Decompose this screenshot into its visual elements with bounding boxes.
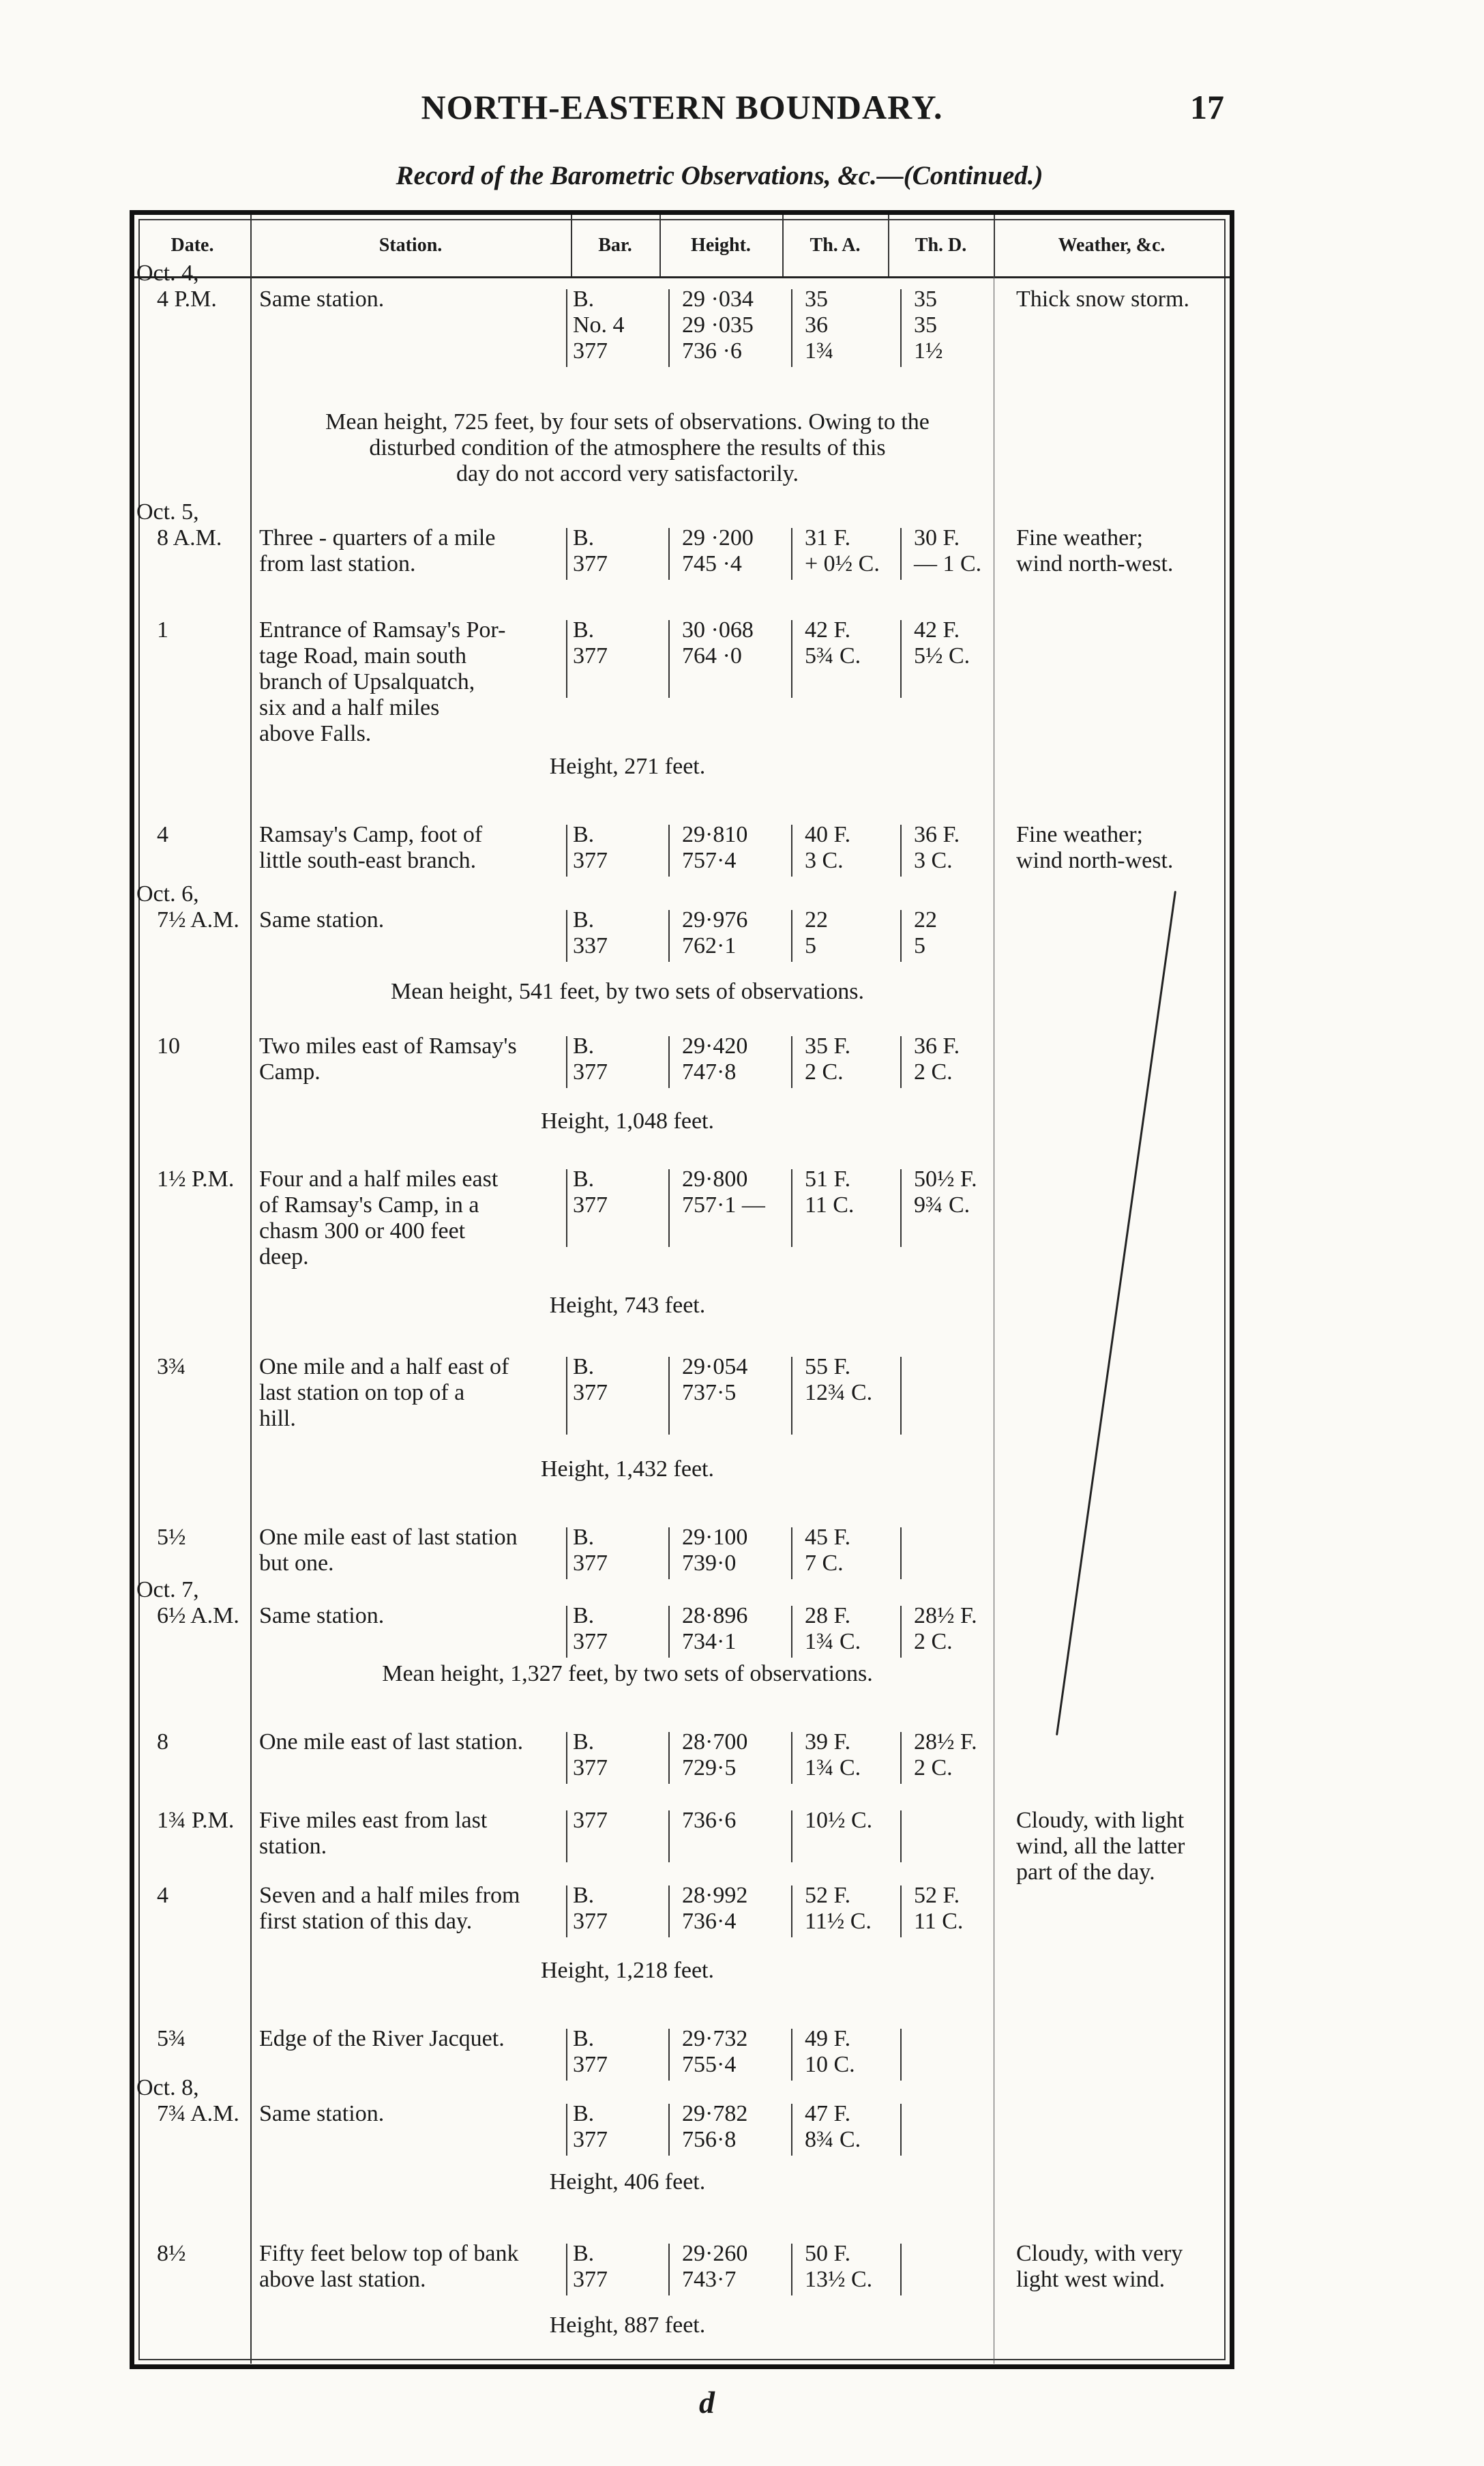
bar-cell: B. 377 — [573, 2241, 608, 2292]
column-header-th-d: Th. D. — [915, 235, 967, 256]
bar-cell: B. 377 — [573, 1729, 608, 1780]
station-cell: Four and a half miles east of Ramsay's Camp, in a chasm 300 or 400 feet deep. — [259, 1166, 499, 1269]
height-cell: 30 ·068 764 ·0 — [682, 617, 754, 669]
cell-rule — [668, 2104, 670, 2156]
cell-rule — [566, 1732, 567, 1784]
height-cell: 29·260 743·7 — [682, 2241, 748, 2292]
height-summary-note: Height, 887 feet. — [549, 2313, 706, 2338]
th-a-cell: 51 F. 11 C. — [805, 1166, 855, 1218]
column-header-bar: Bar. — [598, 235, 632, 256]
cell-rule — [668, 2029, 670, 2081]
cell-rule — [668, 825, 670, 877]
station-cell: Fifty feet below top of bank above last station. — [259, 2241, 519, 2292]
th-a-cell: 35 F. 2 C. — [805, 1033, 851, 1085]
cell-rule — [566, 1885, 567, 1937]
cell-rule — [668, 1885, 670, 1937]
cell-rule — [791, 2104, 792, 2156]
cell-rule — [566, 2104, 567, 2156]
height-cell: 736·6 — [682, 1808, 737, 1833]
column-divider — [888, 215, 889, 276]
station-cell: Same station. — [259, 907, 385, 933]
th-d-cell: 50½ F. 9¾ C. — [914, 1166, 977, 1218]
station-cell: One mile east of last station. — [259, 1729, 524, 1755]
column-header-th-a: Th. A. — [810, 235, 861, 256]
cell-rule — [668, 910, 670, 962]
cell-rule — [791, 825, 792, 877]
th-d-cell: 36 F. 3 C. — [914, 822, 960, 873]
cell-rule — [668, 1732, 670, 1784]
weather-cell: Cloudy, with very light west wind. — [1016, 2241, 1183, 2292]
time-cell: 7½ A.M. — [157, 907, 239, 933]
bar-cell: B. 377 — [573, 1525, 608, 1576]
cell-rule — [668, 620, 670, 698]
cell-rule — [791, 1357, 792, 1435]
th-d-cell: 22 5 — [914, 907, 937, 958]
cell-rule — [566, 1527, 567, 1579]
time-cell: 4 — [157, 1883, 168, 1908]
cell-rule — [791, 528, 792, 580]
height-summary-note: Mean height, 725 feet, by four sets of observations. Owing to the disturbed condition of the atmosphere the results of this day do not accord very satisfactorily. — [325, 409, 930, 486]
cell-rule — [566, 1606, 567, 1658]
cell-rule — [791, 1527, 792, 1579]
cell-rule — [668, 289, 670, 367]
height-cell: 28·896 734·1 — [682, 1603, 748, 1654]
cell-rule — [566, 910, 567, 962]
th-d-cell: 42 F. 5½ C. — [914, 617, 970, 669]
bar-cell: 377 — [573, 1808, 608, 1833]
column-header-station: Station. — [379, 235, 443, 256]
cell-rule — [668, 1357, 670, 1435]
cell-rule — [900, 1527, 902, 1579]
bar-cell: B. 377 — [573, 822, 608, 873]
date-cell: Oct. 4, — [136, 261, 199, 286]
bar-cell: B. 377 — [573, 1166, 608, 1218]
date-cell: Oct. 8, — [136, 2075, 199, 2100]
bar-cell: B. 377 — [573, 1603, 608, 1654]
th-a-cell: 52 F. 11½ C. — [805, 1883, 872, 1934]
time-cell: 8 A.M. — [157, 525, 222, 551]
station-cell: One mile east of last station but one. — [259, 1525, 518, 1576]
cell-rule — [900, 1885, 902, 1937]
cell-rule — [566, 2029, 567, 2081]
th-a-cell: 49 F. 10 C. — [805, 2026, 855, 2077]
th-a-cell: 42 F. 5¾ C. — [805, 617, 861, 669]
station-cell: Three - quarters of a mile from last station. — [259, 525, 496, 576]
th-d-cell: 30 F. — 1 C. — [914, 525, 982, 576]
height-cell: 29·420 747·8 — [682, 1033, 748, 1085]
column-header-date: Date. — [170, 235, 214, 256]
cell-rule — [900, 1357, 902, 1435]
bar-cell: B. 377 — [573, 1354, 608, 1405]
cell-rule — [900, 1169, 902, 1247]
cell-rule — [900, 528, 902, 580]
cell-rule — [791, 910, 792, 962]
bar-cell: B. 377 — [573, 1883, 608, 1934]
height-cell: 29·054 737·5 — [682, 1354, 748, 1405]
cell-rule — [566, 620, 567, 698]
height-summary-note: Height, 271 feet. — [549, 754, 706, 779]
column-divider — [250, 215, 252, 2364]
cell-rule — [791, 1810, 792, 1862]
height-summary-note: Mean height, 1,327 feet, by two sets of observations. — [382, 1661, 873, 1686]
bar-cell: B. 337 — [573, 907, 608, 958]
time-cell: 4 — [157, 822, 168, 847]
height-cell: 28·700 729·5 — [682, 1729, 748, 1780]
height-cell: 29·782 756·8 — [682, 2101, 748, 2152]
cell-rule — [566, 1169, 567, 1247]
column-divider — [994, 215, 995, 276]
weather-cell: Fine weather; wind north-west. — [1016, 525, 1174, 576]
running-title: NORTH-EASTERN BOUNDARY. — [421, 88, 943, 126]
bar-cell: B. 377 — [573, 525, 608, 576]
station-cell: Entrance of Ramsay's Por- tage Road, main south branch of Upsalquatch, six and a half miles above Falls. — [259, 617, 506, 746]
time-cell: 4 P.M. — [157, 287, 217, 312]
cell-rule — [566, 528, 567, 580]
time-cell: 7¾ A.M. — [157, 2101, 239, 2126]
height-summary-note: Height, 406 feet. — [549, 2169, 706, 2195]
th-d-cell: 28½ F. 2 C. — [914, 1603, 977, 1654]
time-cell: 5¾ — [157, 2026, 186, 2051]
page-header — [0, 0, 1484, 198]
column-header-weather: Weather, &c. — [1058, 235, 1166, 256]
station-cell: Two miles east of Ramsay's Camp. — [259, 1033, 517, 1085]
cell-rule — [791, 2244, 792, 2295]
cell-rule — [791, 2029, 792, 2081]
date-cell: Oct. 6, — [136, 881, 199, 907]
cell-rule — [668, 1169, 670, 1247]
th-a-cell: 39 F. 1¾ C. — [805, 1729, 861, 1780]
cell-rule — [900, 1732, 902, 1784]
height-cell: 29·800 757·1 — — [682, 1166, 765, 1218]
cell-rule — [566, 1036, 567, 1088]
page-number: 17 — [1190, 88, 1224, 126]
th-a-cell: 22 5 — [805, 907, 828, 958]
time-cell: 8 — [157, 1729, 168, 1755]
column-divider — [571, 215, 572, 276]
th-a-cell: 35 36 1¾ — [805, 287, 834, 364]
cell-rule — [900, 620, 902, 698]
column-divider — [782, 215, 784, 276]
cell-rule — [668, 528, 670, 580]
table-header-row — [134, 215, 1230, 278]
th-d-cell: 36 F. 2 C. — [914, 1033, 960, 1085]
station-cell: Same station. — [259, 1603, 385, 1628]
th-a-cell: 50 F. 13½ C. — [805, 2241, 873, 2292]
height-summary-note: Height, 1,218 feet. — [541, 1958, 714, 1983]
th-a-cell: 45 F. 7 C. — [805, 1525, 851, 1576]
station-cell: Ramsay's Camp, foot of little south-east branch. — [259, 822, 483, 873]
height-cell: 29 ·200 745 ·4 — [682, 525, 754, 576]
height-summary-note: Height, 1,432 feet. — [541, 1456, 714, 1482]
bar-cell: B. 377 — [573, 2026, 608, 2077]
cell-rule — [791, 289, 792, 367]
time-cell: 1 — [157, 617, 168, 643]
cell-rule — [900, 2029, 902, 2081]
cell-rule — [900, 825, 902, 877]
cell-rule — [566, 1357, 567, 1435]
cell-rule — [668, 1036, 670, 1088]
th-a-cell: 28 F. 1¾ C. — [805, 1603, 861, 1654]
cell-rule — [668, 1527, 670, 1579]
bar-cell: B. 377 — [573, 1033, 608, 1085]
th-a-cell: 55 F. 12¾ C. — [805, 1354, 873, 1405]
cell-rule — [566, 1810, 567, 1862]
station-cell: Edge of the River Jacquet. — [259, 2026, 505, 2051]
height-cell: 29·810 757·4 — [682, 822, 748, 873]
th-a-cell: 47 F. 8¾ C. — [805, 2101, 861, 2152]
cell-rule — [566, 289, 567, 367]
date-cell: Oct. 5, — [136, 499, 199, 525]
weather-cell: Fine weather; wind north-west. — [1016, 822, 1174, 873]
th-d-cell: 28½ F. 2 C. — [914, 1729, 977, 1780]
column-header-height: Height. — [691, 235, 751, 256]
station-cell: Five miles east from last station. — [259, 1808, 488, 1859]
th-a-cell: 40 F. 3 C. — [805, 822, 851, 873]
bar-cell: B. 377 — [573, 617, 608, 669]
time-cell: 10 — [157, 1033, 180, 1059]
th-a-cell: 31 F. + 0½ C. — [805, 525, 880, 576]
height-cell: 29·976 762·1 — [682, 907, 748, 958]
cell-rule — [791, 1036, 792, 1088]
th-d-cell: 52 F. 11 C. — [914, 1883, 964, 1934]
height-cell: 29·100 739·0 — [682, 1525, 748, 1576]
th-d-cell: 35 35 1½ — [914, 287, 943, 364]
height-summary-note: Mean height, 541 feet, by two sets of observations. — [390, 979, 865, 1004]
cell-rule — [791, 1732, 792, 1784]
cell-rule — [566, 825, 567, 877]
cell-rule — [791, 620, 792, 698]
table-subtitle: Record of the Barometric Observations, &c.—(Continued.) — [396, 161, 1043, 190]
time-cell: 6½ A.M. — [157, 1603, 239, 1628]
cell-rule — [900, 289, 902, 367]
cell-rule — [900, 2104, 902, 2156]
date-cell: Oct. 7, — [136, 1577, 199, 1602]
time-cell: 5½ — [157, 1525, 186, 1550]
cell-rule — [668, 1606, 670, 1658]
height-cell: 29·732 755·4 — [682, 2026, 748, 2077]
cell-rule — [791, 1169, 792, 1247]
weather-cell: Thick snow storm. — [1016, 287, 1190, 312]
cell-rule — [791, 1885, 792, 1937]
station-cell: Same station. — [259, 2101, 385, 2126]
time-cell: 1¾ P.M. — [157, 1808, 235, 1833]
bar-cell: B. No. 4 377 — [573, 287, 625, 364]
cell-rule — [900, 1036, 902, 1088]
time-cell: 8½ — [157, 2241, 186, 2266]
cell-rule — [900, 2244, 902, 2295]
cell-rule — [566, 2244, 567, 2295]
height-cell: 28·992 736·4 — [682, 1883, 748, 1934]
cell-rule — [900, 1606, 902, 1658]
cell-rule — [668, 2244, 670, 2295]
station-cell: Same station. — [259, 287, 385, 312]
station-cell: Seven and a half miles from first station of this day. — [259, 1883, 520, 1934]
height-summary-note: Height, 1,048 feet. — [541, 1109, 714, 1134]
weather-cell: Cloudy, with light wind, all the latter part of the day. — [1016, 1808, 1185, 1885]
bar-cell: B. 377 — [573, 2101, 608, 2152]
height-cell: 29 ·034 29 ·035 736 ·6 — [682, 287, 754, 364]
cell-rule — [791, 1606, 792, 1658]
height-summary-note: Height, 743 feet. — [549, 1293, 706, 1318]
cell-rule — [668, 1810, 670, 1862]
column-divider — [659, 215, 661, 276]
cell-rule — [900, 1810, 902, 1862]
station-cell: One mile and a half east of last station on top of a hill. — [259, 1354, 509, 1431]
time-cell: 3¾ — [157, 1354, 186, 1379]
cell-rule — [900, 910, 902, 962]
signature-mark: d — [699, 2385, 715, 2420]
time-cell: 1½ P.M. — [157, 1166, 235, 1192]
th-a-cell: 10½ C. — [805, 1808, 873, 1833]
